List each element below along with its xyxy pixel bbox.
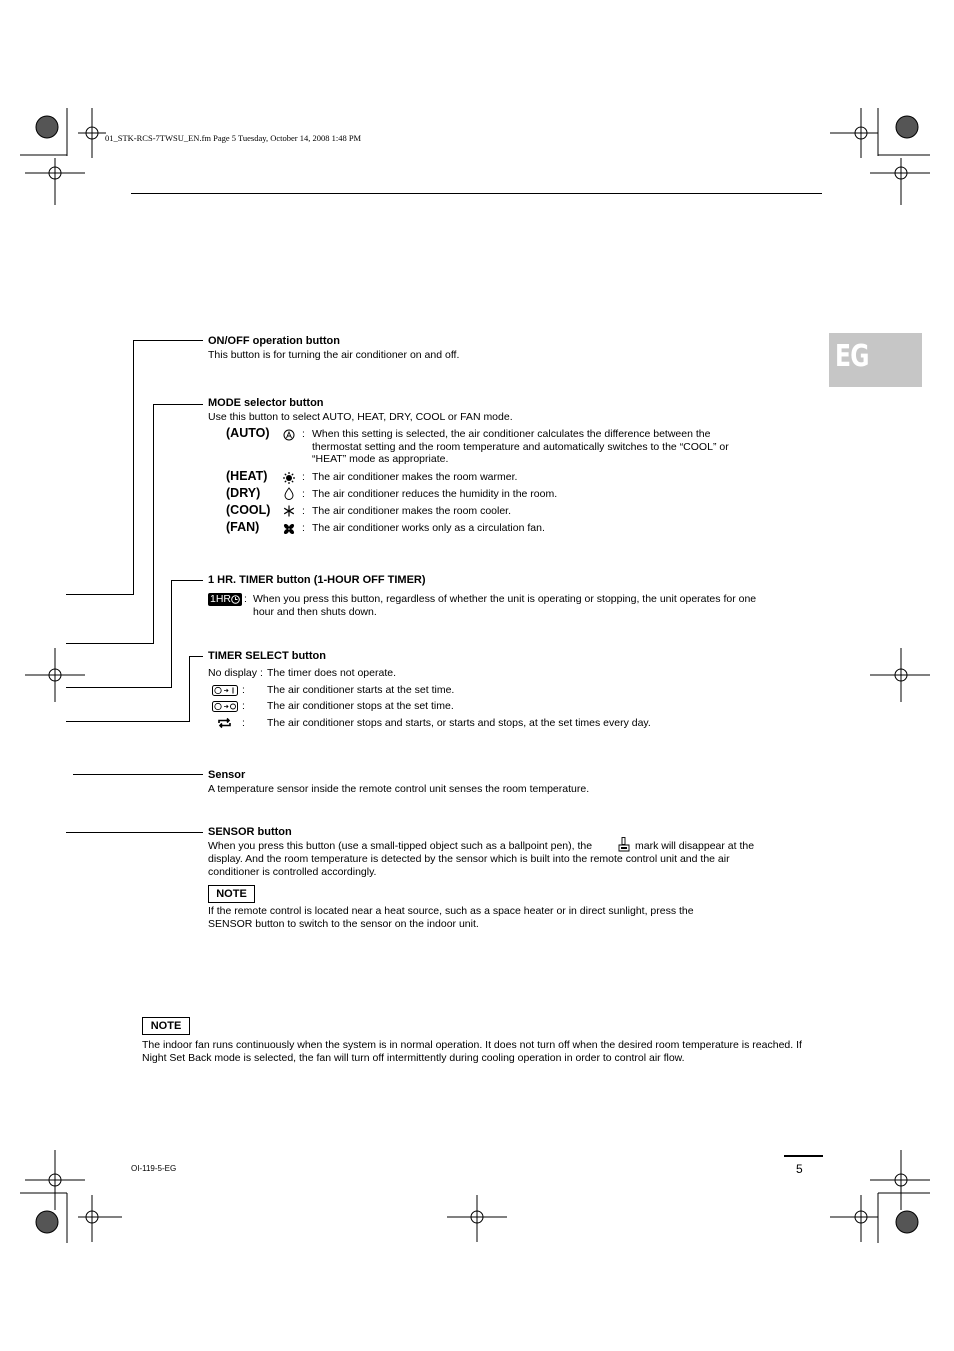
no-display-text: The timer does not operate. — [267, 667, 396, 679]
clock-icon — [231, 595, 240, 604]
colon: : — [242, 700, 245, 712]
mode-text: Use this button to select AUTO, HEAT, DRY, COOL or FAN mode. — [208, 411, 513, 423]
auto-icon — [283, 429, 295, 441]
sensor-hand-icon — [617, 837, 631, 852]
page-number: 5 — [796, 1162, 803, 1176]
timer-on-text: The air conditioner starts at the set time. — [267, 684, 455, 696]
colon: : — [242, 684, 245, 696]
note-label: NOTE — [208, 885, 255, 903]
drop-icon — [284, 487, 294, 500]
mode-fan-text: The air conditioner works only as a circulation fan. — [312, 522, 545, 534]
mode-auto-label: (AUTO) — [226, 426, 270, 440]
colon: : — [302, 488, 305, 500]
onoff-title: ON/OFF operation button — [208, 335, 340, 347]
sensorbtn-text-b: mark will disappear at the — [635, 840, 755, 852]
colon: : — [302, 505, 305, 517]
bottom-note-label: NOTE — [142, 1017, 190, 1035]
cycle-text: The air conditioner stops and starts, or starts and stops, at the set times every day. — [267, 717, 651, 729]
sun-icon — [283, 472, 295, 484]
mode-heat-text: The air conditioner makes the room warmer. — [312, 471, 518, 483]
print-header: 01_STK-RCS-7TWSU_EN.fm Page 5 Tuesday, October 14, 2008 1:48 PM — [105, 133, 362, 143]
timer1hr-title: 1 HR. TIMER button (1-HOUR OFF TIMER) — [208, 574, 426, 586]
top-rule — [131, 193, 822, 194]
mode-cool-text: The air conditioner makes the room cooler. — [312, 505, 512, 517]
onoff-text: This button is for turning the air conditioner on and off. — [208, 349, 460, 361]
timer1hr-text: When you press this button, regardless of whether the unit is operating or stopping, the unit operates for one hour and then shuts down. — [253, 593, 757, 618]
timer-1hr-badge — [208, 593, 242, 606]
timer-off-text: The air conditioner stops at the set time. — [267, 700, 454, 712]
mode-fan-label: (FAN) — [226, 520, 260, 534]
sensorbtn-text-a: When you press this button (use a small-tipped object such as a ballpoint pen), the — [208, 840, 593, 852]
colon: : — [242, 717, 245, 729]
sensor-text: A temperature sensor inside the remote control unit senses the room temperature. — [208, 783, 590, 795]
sensor-title: Sensor — [208, 769, 246, 781]
mode-auto-text: When this setting is selected, the air conditioner calculates the difference between the thermostat setting and the room temperature and automatically switches to the “COOL” or “HEAT” mode as appropriate. — [312, 428, 729, 465]
snowflake-icon — [283, 505, 295, 517]
mode-dry-text: The air conditioner reduces the humidity in the room. — [312, 488, 558, 500]
footer-code: OI-119-5-EG — [131, 1164, 177, 1173]
timerselect-title: TIMER SELECT button — [208, 650, 326, 662]
timer-1hr-badge-label: 1HR — [210, 593, 232, 605]
colon: : — [244, 593, 247, 605]
language-tab — [829, 333, 922, 387]
page-number-rule — [784, 1155, 823, 1157]
timer-off-icon — [212, 701, 238, 712]
mode-cool-label: (COOL) — [226, 503, 271, 517]
bottom-note-text: The indoor fan runs continuously when the system is in normal operation. It does not turn off when the desired room temperature is reached. If Night Set Back mode is selected, the fan will turn off intermittently during cooling operation in order to control air flow. — [142, 1039, 802, 1064]
cycle-icon — [216, 717, 233, 729]
language-tab-label: EG — [835, 339, 869, 374]
timer-on-icon — [212, 685, 238, 696]
sensorbtn-text-c: display. And the room temperature is detected by the sensor which is built into the remote control unit and the air conditioner is controlled accordingly. — [208, 853, 730, 878]
mode-dry-label: (DRY) — [226, 486, 261, 500]
sensorbtn-note-text: If the remote control is located near a heat source, such as a space heater or in direct sunlight, press the SENSOR button to switch to the sensor on the indoor unit. — [208, 905, 694, 930]
mode-heat-label: (HEAT) — [226, 469, 268, 483]
colon: : — [302, 522, 305, 534]
sensorbtn-title: SENSOR button — [208, 826, 292, 838]
colon: : — [302, 428, 305, 440]
no-display-label: No display : — [208, 667, 263, 679]
fan-icon — [283, 523, 295, 535]
mode-title: MODE selector button — [208, 397, 324, 409]
colon: : — [302, 471, 305, 483]
